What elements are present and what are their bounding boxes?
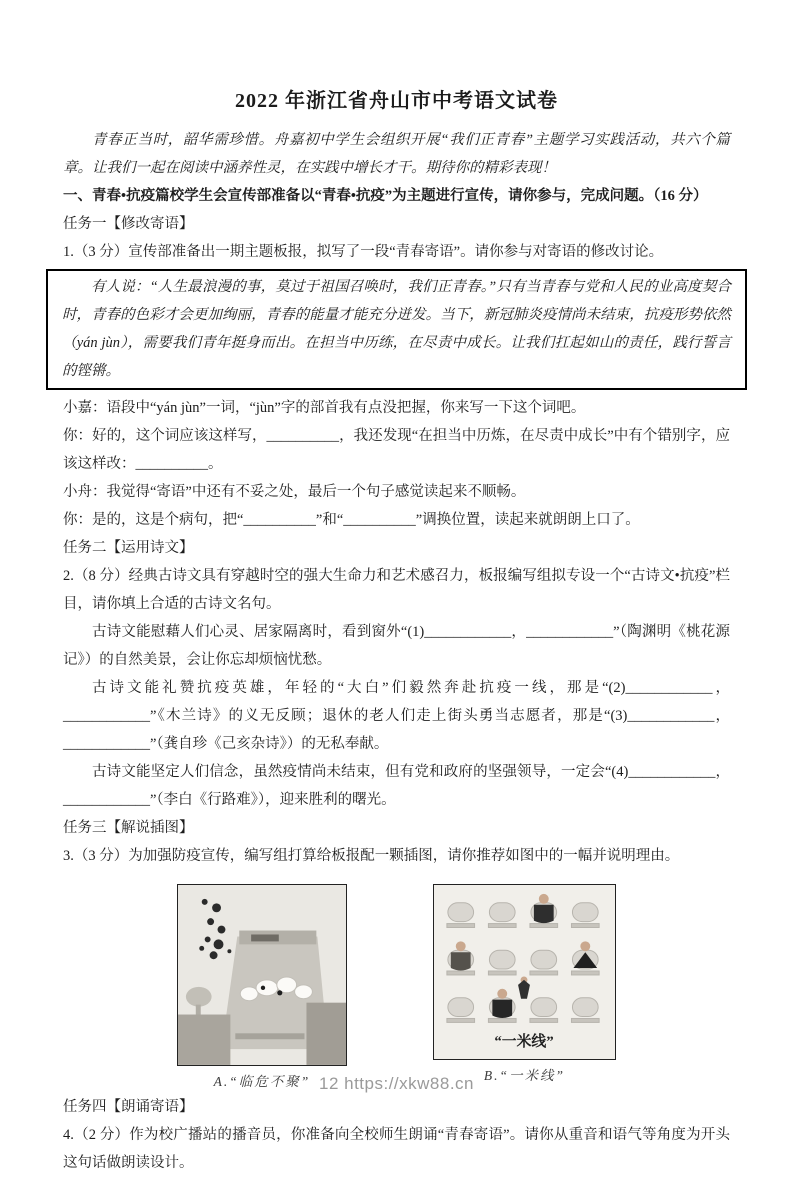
page-footer: 12 https://xkw88.cn xyxy=(318,1074,475,1093)
figure-a-caption: A.“临危不聚” xyxy=(213,1074,311,1089)
section-one-heading: 一、青春•抗疫篇校学生会宣传部准备以“青春•抗疫”为主题进行宣传，请你参与，完成问题。（16 分） xyxy=(63,188,708,204)
dialogue-line-xiaozhou: 小舟：我觉得“寄语”中还有不妥之处，最后一个句子感觉读起来不顺畅。 xyxy=(63,484,526,500)
task2-heading: 任务二【运用诗文】 xyxy=(63,540,194,556)
figure-b xyxy=(433,884,616,1085)
figure-b-illustration xyxy=(433,884,616,1060)
poetry-paragraph-3: 古诗文能坚定人们信念，虽然疫情尚未结束，但有党和政府的坚强领导，一定会“(4)____________，____________”（李白《行路难》），迎来胜利的曙光。 xyxy=(63,764,730,808)
question-4: 4.（2 分）作为校广播站的播音员，你准备向全校师生朗诵“青春寄语”。请你从重音和语气等角度为开头这句话做朗读设计。 xyxy=(63,1127,730,1171)
question-2: 2.（8 分）经典古诗文具有穿越时空的强大生命力和艺术感召力，板报编写组拟专设一个“古诗文•抗疫”栏目，请你填上合适的古诗文名句。 xyxy=(63,568,730,612)
intro-paragraph: 青春正当时，韶华需珍惜。舟嘉初中学生会组织开展“我们正青春”主题学习实践活动，共六个篇章。让我们一起在阅读中涵养性灵，在实践中增长才干。期待你的精彩表现！ xyxy=(63,132,730,176)
task1-heading: 任务一【修改寄语】 xyxy=(63,216,194,232)
passage-box xyxy=(46,269,747,390)
task4-heading: 任务四【朗诵寄语】 xyxy=(63,1099,194,1115)
poetry-paragraph-2: 古诗文能礼赞抗疫英雄，年轻的“大白”们毅然奔赴抗疫一线，那是“(2)____________，____________”《木兰诗》的义无反顾；退休的老人们走上街头勇当志愿者，那是“(3)____________，____________”（龚自珍《己亥杂诗》）的无私奉献。 xyxy=(63,680,730,752)
bush-shape xyxy=(186,987,212,1007)
figure-b-caption: B.“一米线” xyxy=(483,1068,566,1083)
question-1: 1.（3 分）宣传部准备出一期主题板报，拟写了一段“青春寄语”。请你参与对寄语的修改讨论。 xyxy=(63,244,664,260)
dialogue-line-xiaojia: 小嘉：语段中“yán jùn”一词，“jùn”字的部首我有点没把握，你来写一下这个词吧。 xyxy=(63,400,586,416)
one-meter-line-label: “一米线” xyxy=(494,1034,554,1051)
illustration-row xyxy=(63,884,730,1091)
poetry-paragraph-1: 古诗文能慰藉人们心灵、居家隔离时，看到窗外“(1)____________，____________”（陶渊明《桃花源记》）的自然美景，会让你忘却烦恼忧愁。 xyxy=(63,624,730,668)
question-3: 3.（3 分）为加强防疫宣传，编写组打算给板报配一颗插图，请你推荐如图中的一幅并说明理由。 xyxy=(63,848,680,864)
figure-a-illustration xyxy=(177,884,347,1066)
task3-heading: 任务三【解说插图】 xyxy=(63,820,194,836)
page-title: 2022 年浙江省舟山市中考语文试卷 xyxy=(235,90,558,112)
figure-a xyxy=(177,884,347,1091)
dialogue-line-you-2: 你：是的，这是个病句，把“__________”和“__________”调换位置，读起来就朗朗上口了。 xyxy=(63,512,640,528)
dialogue-line-you-1: 你：好的，这个词应该这样写，__________，我还发现“在担当中历炼，在尽责中成长”中有个错别字，应该这样改：__________。 xyxy=(63,428,730,472)
passage-text: 有人说：“人生最浪漫的事，莫过于祖国召唤时，我们正青春。”只有当青春与党和人民的业高度契合时，青春的色彩才会更加绚丽，青春的能量才能充分迸发。当下，新冠肺炎疫情尚未结束，抗疫形势依然（yán jùn），需要我们青年挺身而出。在担当中历练，在尽责中成长。让我们扛起如山的责任，践行誓言的铿锵。 xyxy=(62,279,731,379)
